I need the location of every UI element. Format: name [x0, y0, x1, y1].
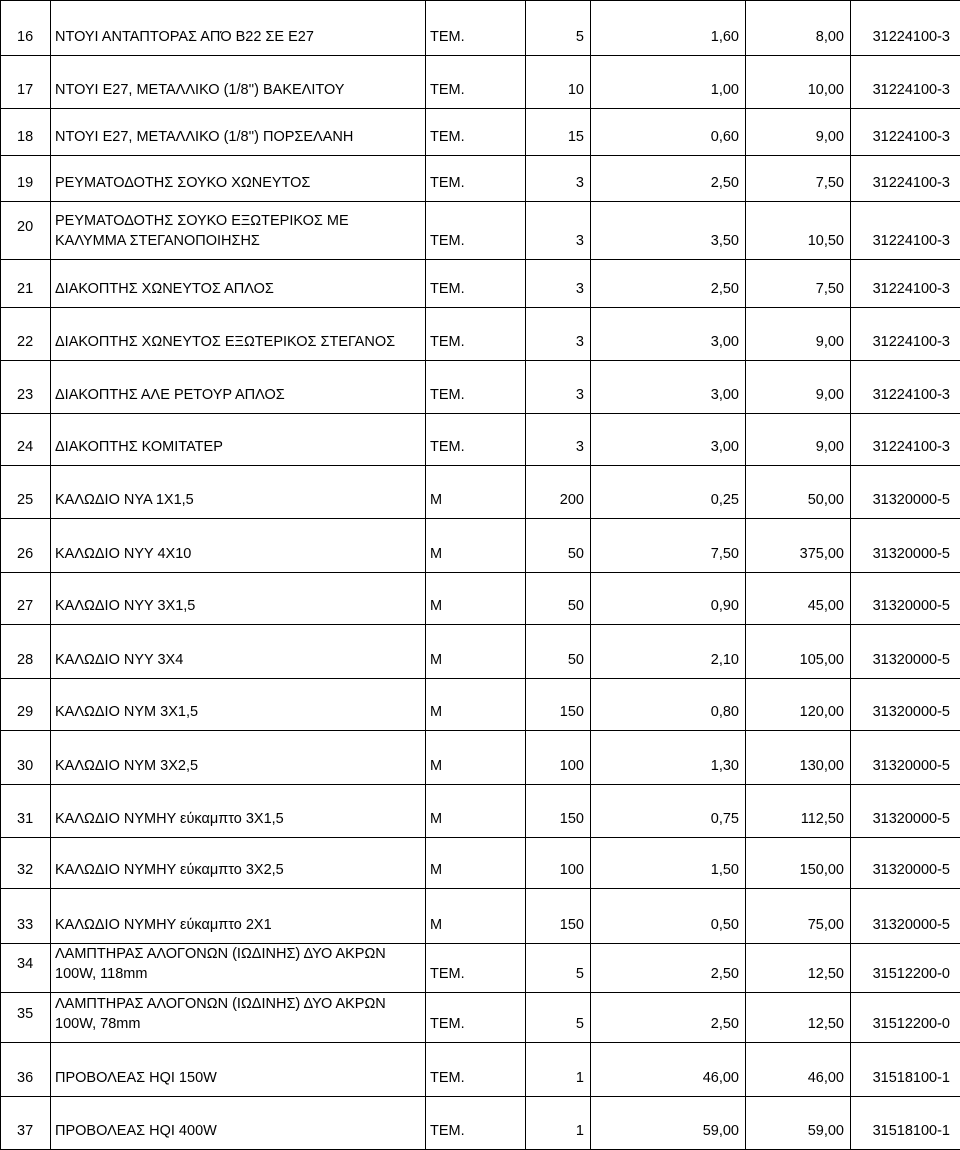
item-cpv-code: 31320000-5 — [851, 785, 960, 838]
table-row — [1, 1097, 960, 1150]
item-number: 35 — [1, 993, 51, 1043]
item-cpv-code: 31224100-3 — [851, 361, 960, 414]
table-row — [1, 202, 960, 260]
item-unit: ΤΕΜ. — [426, 1, 526, 56]
item-unit-price: 2,10 — [591, 625, 746, 679]
item-unit-price: 3,50 — [591, 202, 746, 260]
item-total: 9,00 — [746, 361, 851, 414]
item-number: 31 — [1, 785, 51, 838]
item-description: ΔΙΑΚΟΠΤΗΣ ΚΟΜΙΤΑΤΕΡ — [51, 414, 426, 466]
item-total: 130,00 — [746, 731, 851, 785]
item-quantity: 3 — [526, 361, 591, 414]
item-description: ΝΤΟΥΙ ΑΝΤΑΠΤΟΡΑΣ ΑΠΌ Β22 ΣΕ Ε27 — [51, 1, 426, 56]
item-number: 30 — [1, 731, 51, 785]
item-cpv-code: 31320000-5 — [851, 679, 960, 731]
item-cpv-code: 31518100-1 — [851, 1043, 960, 1097]
item-cpv-code: 31320000-5 — [851, 731, 960, 785]
item-total: 112,50 — [746, 785, 851, 838]
item-unit-price: 3,00 — [591, 414, 746, 466]
item-cpv-code: 31224100-3 — [851, 260, 960, 308]
item-description: ΝΤΟΥΙ Ε27, ΜΕΤΑΛΛΙΚΟ (1/8'') ΠΟΡΣΕΛΑΝΗ — [51, 109, 426, 156]
item-quantity: 10 — [526, 56, 591, 109]
table-row — [1, 156, 960, 202]
item-total: 120,00 — [746, 679, 851, 731]
item-unit-price: 2,50 — [591, 993, 746, 1043]
item-quantity: 15 — [526, 109, 591, 156]
item-unit-price: 2,50 — [591, 156, 746, 202]
item-unit: ΤΕΜ. — [426, 993, 526, 1043]
item-cpv-code: 31320000-5 — [851, 573, 960, 625]
item-number: 25 — [1, 466, 51, 519]
item-total: 12,50 — [746, 944, 851, 993]
item-unit: ΤΕΜ. — [426, 361, 526, 414]
table-row — [1, 573, 960, 625]
item-unit: Μ — [426, 679, 526, 731]
item-number: 21 — [1, 260, 51, 308]
table-row — [1, 308, 960, 361]
item-number: 16 — [1, 1, 51, 56]
items-table-body — [1, 1, 960, 1150]
item-cpv-code: 31224100-3 — [851, 109, 960, 156]
item-number: 34 — [1, 944, 51, 993]
item-unit: ΤΕΜ. — [426, 1043, 526, 1097]
item-unit-price: 1,00 — [591, 56, 746, 109]
item-quantity: 1 — [526, 1097, 591, 1150]
item-number: 22 — [1, 308, 51, 361]
item-total: 12,50 — [746, 993, 851, 1043]
item-number: 24 — [1, 414, 51, 466]
item-description: ΝΤΟΥΙ Ε27, ΜΕΤΑΛΛΙΚΟ (1/8'') ΒΑΚΕΛΙΤΟΥ — [51, 56, 426, 109]
item-unit-price: 0,50 — [591, 889, 746, 944]
item-description: ΚΑΛΩΔΙΟ ΝΥΥ 3Χ4 — [51, 625, 426, 679]
item-unit-price: 7,50 — [591, 519, 746, 573]
item-unit-price: 2,50 — [591, 260, 746, 308]
item-unit-price: 59,00 — [591, 1097, 746, 1150]
item-description: ΔΙΑΚΟΠΤΗΣ ΧΩΝΕΥΤΟΣ ΑΠΛΟΣ — [51, 260, 426, 308]
item-quantity: 3 — [526, 260, 591, 308]
item-total: 10,00 — [746, 56, 851, 109]
item-description: ΚΑΛΩΔΙΟ ΝΥΜ 3Χ1,5 — [51, 679, 426, 731]
item-unit-price: 1,60 — [591, 1, 746, 56]
item-quantity: 3 — [526, 156, 591, 202]
table-row — [1, 625, 960, 679]
item-number: 18 — [1, 109, 51, 156]
item-number: 28 — [1, 625, 51, 679]
item-unit-price: 0,90 — [591, 573, 746, 625]
item-unit: Μ — [426, 785, 526, 838]
item-unit: ΤΕΜ. — [426, 156, 526, 202]
item-cpv-code: 31224100-3 — [851, 56, 960, 109]
item-unit: ΤΕΜ. — [426, 109, 526, 156]
item-unit: ΤΕΜ. — [426, 414, 526, 466]
item-unit-price: 1,50 — [591, 838, 746, 889]
table-row — [1, 731, 960, 785]
item-quantity: 3 — [526, 202, 591, 260]
item-quantity: 150 — [526, 785, 591, 838]
item-quantity: 5 — [526, 944, 591, 993]
item-description: ΡΕΥΜΑΤΟΔΟΤΗΣ ΣΟΥΚΟ ΧΩΝΕΥΤΟΣ — [51, 156, 426, 202]
table-row — [1, 944, 960, 993]
item-quantity: 50 — [526, 625, 591, 679]
item-cpv-code: 31518100-1 — [851, 1097, 960, 1150]
item-unit-price: 0,60 — [591, 109, 746, 156]
item-number: 23 — [1, 361, 51, 414]
item-description: ΛΑΜΠΤΗΡΑΣ ΑΛΟΓΟΝΩΝ (ΙΩΔΙΝΗΣ) ΔΥΟ ΑΚΡΩΝ 100W, 118mm — [51, 944, 426, 993]
item-number: 32 — [1, 838, 51, 889]
item-quantity: 150 — [526, 889, 591, 944]
item-unit: Μ — [426, 625, 526, 679]
item-total: 46,00 — [746, 1043, 851, 1097]
item-number: 17 — [1, 56, 51, 109]
item-unit-price: 0,75 — [591, 785, 746, 838]
item-number: 37 — [1, 1097, 51, 1150]
item-total: 9,00 — [746, 308, 851, 361]
item-cpv-code: 31512200-0 — [851, 944, 960, 993]
item-total: 375,00 — [746, 519, 851, 573]
table-row — [1, 1043, 960, 1097]
item-cpv-code: 31224100-3 — [851, 1, 960, 56]
item-unit: ΤΕΜ. — [426, 202, 526, 260]
item-unit: Μ — [426, 731, 526, 785]
table-row — [1, 361, 960, 414]
item-total: 9,00 — [746, 109, 851, 156]
item-total: 10,50 — [746, 202, 851, 260]
item-unit-price: 0,25 — [591, 466, 746, 519]
item-unit: Μ — [426, 573, 526, 625]
item-total: 50,00 — [746, 466, 851, 519]
table-row — [1, 260, 960, 308]
table-row — [1, 679, 960, 731]
item-unit-price: 2,50 — [591, 944, 746, 993]
item-unit: Μ — [426, 519, 526, 573]
item-description: ΛΑΜΠΤΗΡΑΣ ΑΛΟΓΟΝΩΝ (ΙΩΔΙΝΗΣ) ΔΥΟ ΑΚΡΩΝ 100W, 78mm — [51, 993, 426, 1043]
item-unit: ΤΕΜ. — [426, 56, 526, 109]
item-quantity: 150 — [526, 679, 591, 731]
item-description: ΠΡΟΒΟΛΕΑΣ HQI 150W — [51, 1043, 426, 1097]
table-row — [1, 889, 960, 944]
item-quantity: 1 — [526, 1043, 591, 1097]
item-unit-price: 46,00 — [591, 1043, 746, 1097]
item-description: ΔΙΑΚΟΠΤΗΣ ΧΩΝΕΥΤΟΣ ΕΞΩΤΕΡΙΚΟΣ ΣΤΕΓΑΝΟΣ — [51, 308, 426, 361]
table-row — [1, 993, 960, 1043]
table-row — [1, 838, 960, 889]
item-cpv-code: 31224100-3 — [851, 414, 960, 466]
item-cpv-code: 31320000-5 — [851, 889, 960, 944]
item-cpv-code: 31224100-3 — [851, 308, 960, 361]
item-description: ΚΑΛΩΔΙΟ ΝΥΜ 3Χ2,5 — [51, 731, 426, 785]
item-total: 8,00 — [746, 1, 851, 56]
item-number: 29 — [1, 679, 51, 731]
item-quantity: 50 — [526, 519, 591, 573]
item-cpv-code: 31512200-0 — [851, 993, 960, 1043]
item-total: 7,50 — [746, 260, 851, 308]
item-unit: ΤΕΜ. — [426, 308, 526, 361]
item-total: 9,00 — [746, 414, 851, 466]
item-quantity: 50 — [526, 573, 591, 625]
item-unit: Μ — [426, 838, 526, 889]
item-description: ΚΑΛΩΔΙΟ ΝΥΥ 3Χ1,5 — [51, 573, 426, 625]
item-description: ΚΑΛΩΔΙΟ ΝΥΑ 1Χ1,5 — [51, 466, 426, 519]
item-number: 36 — [1, 1043, 51, 1097]
item-quantity: 200 — [526, 466, 591, 519]
table-row — [1, 785, 960, 838]
item-quantity: 5 — [526, 993, 591, 1043]
item-number: 33 — [1, 889, 51, 944]
item-unit: Μ — [426, 889, 526, 944]
item-description: ΡΕΥΜΑΤΟΔΟΤΗΣ ΣΟΥΚΟ ΕΞΩΤΕΡΙΚΟΣ ΜΕ ΚΑΛΥΜΜΑ ΣΤΕΓΑΝΟΠΟΙΗΣΗΣ — [51, 202, 426, 260]
item-cpv-code: 31224100-3 — [851, 156, 960, 202]
item-cpv-code: 31320000-5 — [851, 466, 960, 519]
item-unit-price: 1,30 — [591, 731, 746, 785]
item-cpv-code: 31224100-3 — [851, 202, 960, 260]
item-description: ΠΡΟΒΟΛΕΑΣ HQI 400W — [51, 1097, 426, 1150]
item-number: 26 — [1, 519, 51, 573]
item-number: 20 — [1, 202, 51, 260]
table-row — [1, 109, 960, 156]
table-row — [1, 1, 960, 56]
item-unit-price: 0,80 — [591, 679, 746, 731]
item-cpv-code: 31320000-5 — [851, 838, 960, 889]
item-description: ΚΑΛΩΔΙΟ ΝΥΜΗΥ εύκαμπτο 3Χ2,5 — [51, 838, 426, 889]
table-row — [1, 466, 960, 519]
item-quantity: 100 — [526, 731, 591, 785]
item-cpv-code: 31320000-5 — [851, 519, 960, 573]
item-cpv-code: 31320000-5 — [851, 625, 960, 679]
table-row — [1, 519, 960, 573]
item-total: 45,00 — [746, 573, 851, 625]
item-unit-price: 3,00 — [591, 361, 746, 414]
item-total: 59,00 — [746, 1097, 851, 1150]
item-number: 27 — [1, 573, 51, 625]
item-quantity: 5 — [526, 1, 591, 56]
item-quantity: 100 — [526, 838, 591, 889]
table-row — [1, 56, 960, 109]
item-quantity: 3 — [526, 308, 591, 361]
item-total: 7,50 — [746, 156, 851, 202]
item-number: 19 — [1, 156, 51, 202]
item-total: 150,00 — [746, 838, 851, 889]
item-unit-price: 3,00 — [591, 308, 746, 361]
item-unit: ΤΕΜ. — [426, 944, 526, 993]
item-total: 105,00 — [746, 625, 851, 679]
item-description: ΚΑΛΩΔΙΟ ΝΥΜΗΥ εύκαμπτο 2Χ1 — [51, 889, 426, 944]
item-quantity: 3 — [526, 414, 591, 466]
item-description: ΚΑΛΩΔΙΟ ΝΥΥ 4Χ10 — [51, 519, 426, 573]
item-description: ΔΙΑΚΟΠΤΗΣ ΑΛΕ ΡΕΤΟΥΡ ΑΠΛΟΣ — [51, 361, 426, 414]
item-unit: ΤΕΜ. — [426, 1097, 526, 1150]
item-unit: Μ — [426, 466, 526, 519]
item-unit: ΤΕΜ. — [426, 260, 526, 308]
table-row — [1, 414, 960, 466]
item-description: ΚΑΛΩΔΙΟ ΝΥΜΗΥ εύκαμπτο 3Χ1,5 — [51, 785, 426, 838]
item-total: 75,00 — [746, 889, 851, 944]
